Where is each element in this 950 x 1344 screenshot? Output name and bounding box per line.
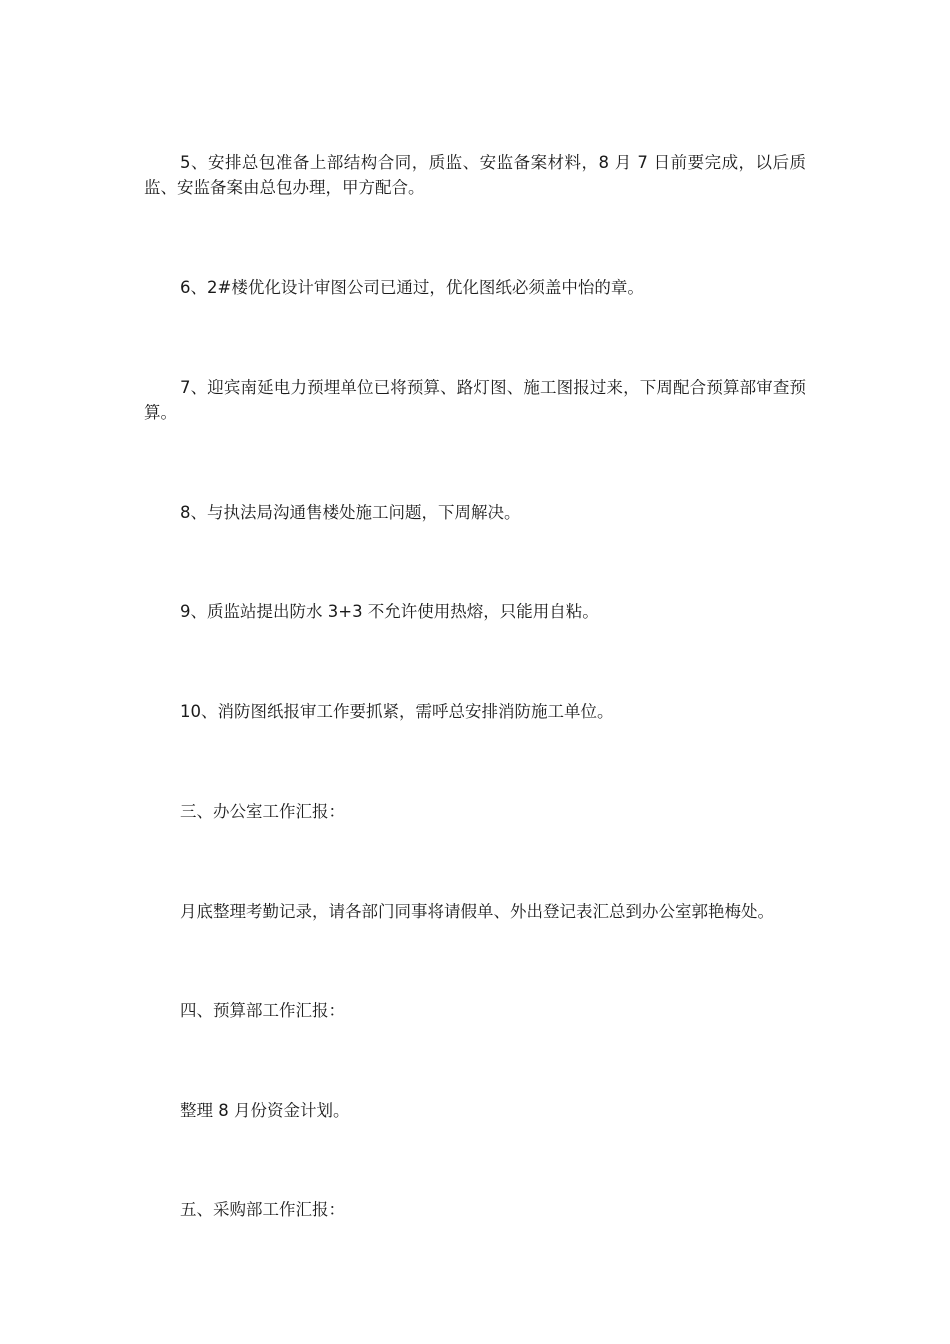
paragraph-item-5: 5、安排总包准备上部结构合同，质监、安监备案材料，8 月 7 日前要完成，以后质监、安监备案由总包办理，甲方配合。 [144,153,806,197]
section-heading-procurement: 五、采购部工作汇报： [180,1200,345,1219]
paragraph-item-7: 7、迎宾南延电力预埋单位已将预算、路灯图、施工图报过来，下周配合预算部审查预算。 [144,378,806,422]
paragraph-item-10: 10、消防图纸报审工作要抓紧，需呼总安排消防施工单位。 [180,702,614,721]
section-heading-office: 三、办公室工作汇报： [180,802,345,821]
paragraph-item-6: 6、2#楼优化设计审图公司已通过，优化图纸必须盖中怡的章。 [180,278,644,297]
paragraph-item-9: 9、质监站提出防水 3+3 不允许使用热熔，只能用自粘。 [180,602,599,621]
paragraph-item-8: 8、与执法局沟通售楼处施工问题，下周解决。 [180,503,521,522]
section-heading-budget: 四、预算部工作汇报： [180,1001,345,1020]
budget-report-text: 整理 8 月份资金计划。 [180,1101,350,1120]
office-report-text: 月底整理考勤记录，请各部门同事将请假单、外出登记表汇总到办公室郭艳梅处。 [180,902,774,921]
